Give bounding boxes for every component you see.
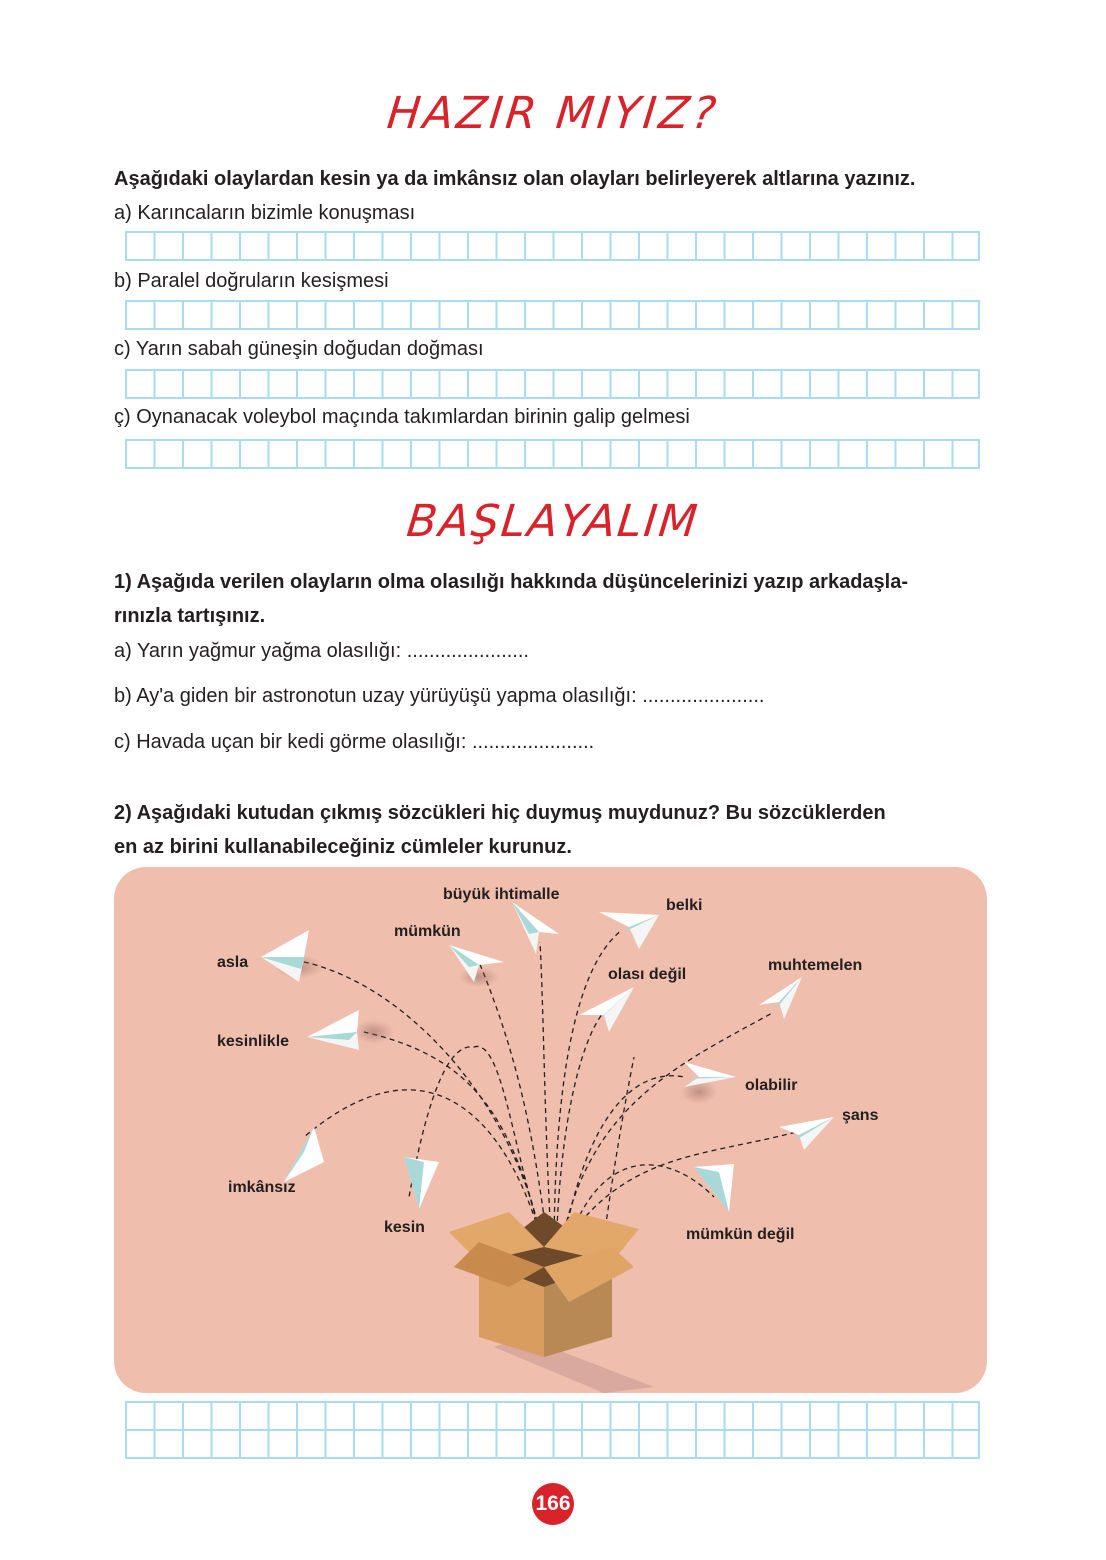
word-kesinlikle: kesinlikle: [217, 1033, 290, 1050]
planes-illustration: [114, 867, 987, 1393]
answer-grid-a[interactable]: [125, 231, 980, 261]
word-box-illustration: [114, 867, 987, 1393]
item-c: c) Yarın sabah güneşin doğudan doğması: [114, 338, 484, 360]
page-number: 166: [532, 1483, 574, 1525]
word-olabilir: olabilir: [745, 1077, 798, 1094]
title-baslayalim: BAŞLAYALIM: [404, 496, 702, 547]
item-a: a) Karıncaların bizimle konuşması: [114, 202, 416, 224]
answer-grid-cc[interactable]: [125, 439, 980, 469]
q1-item-c: c) Havada uçan bir kedi görme olasılığı: ......................: [114, 731, 595, 753]
answer-grid-q2[interactable]: [125, 1401, 980, 1459]
word-belki: belki: [666, 897, 703, 914]
q1-line2: rınızla tartışınız.: [114, 605, 266, 627]
answer-grid-b[interactable]: [125, 300, 980, 330]
cardboard-box-icon: [449, 1212, 654, 1393]
dashed-flight-paths: [304, 930, 814, 1257]
item-cc: ç) Oynanacak voleybol maçında takımlardan birinin galip gelmesi: [114, 406, 690, 428]
item-b: b) Paralel doğruların kesişmesi: [114, 270, 389, 292]
answer-grid-c[interactable]: [125, 369, 980, 399]
q2-line1: 2) Aşağıdaki kutudan çıkmış sözcükleri hiç duymuş muydunuz? Bu sözcüklerden: [114, 802, 886, 824]
q1-item-a: a) Yarın yağmur yağma olasılığı: ......................: [114, 640, 529, 662]
word-mumkun-degil: mümkün değil: [686, 1226, 795, 1243]
word-kesin: kesin: [384, 1219, 425, 1236]
word-mumkun: mümkün: [394, 923, 461, 940]
word-asla: asla: [217, 954, 249, 971]
word-imkansiz: imkânsız: [228, 1179, 296, 1196]
title-hazir-miyiz: HAZIR MIYIZ?: [384, 88, 722, 139]
q1-item-b: b) Ay'a giden bir astronotun uzay yürüyüşü yapma olasılığı: ......................: [114, 685, 765, 707]
q1-line1: 1) Aşağıda verilen olayların olma olasılığı hakkında düşüncelerinizi yazıp arkadaşla-: [114, 571, 908, 593]
word-olasi-degil: olası değil: [608, 966, 687, 983]
word-sans: şans: [842, 1107, 879, 1124]
word-buyuk-ihtimalle: büyük ihtimalle: [443, 886, 560, 903]
word-muhtemelen: muhtemelen: [768, 957, 863, 974]
q2-line2: en az birini kullanabileceğiniz cümleler kurunuz.: [114, 836, 572, 858]
instruction: Aşağıdaki olaylardan kesin ya da imkânsız olan olayları belirleyerek altlarına yazınız.: [114, 168, 916, 190]
